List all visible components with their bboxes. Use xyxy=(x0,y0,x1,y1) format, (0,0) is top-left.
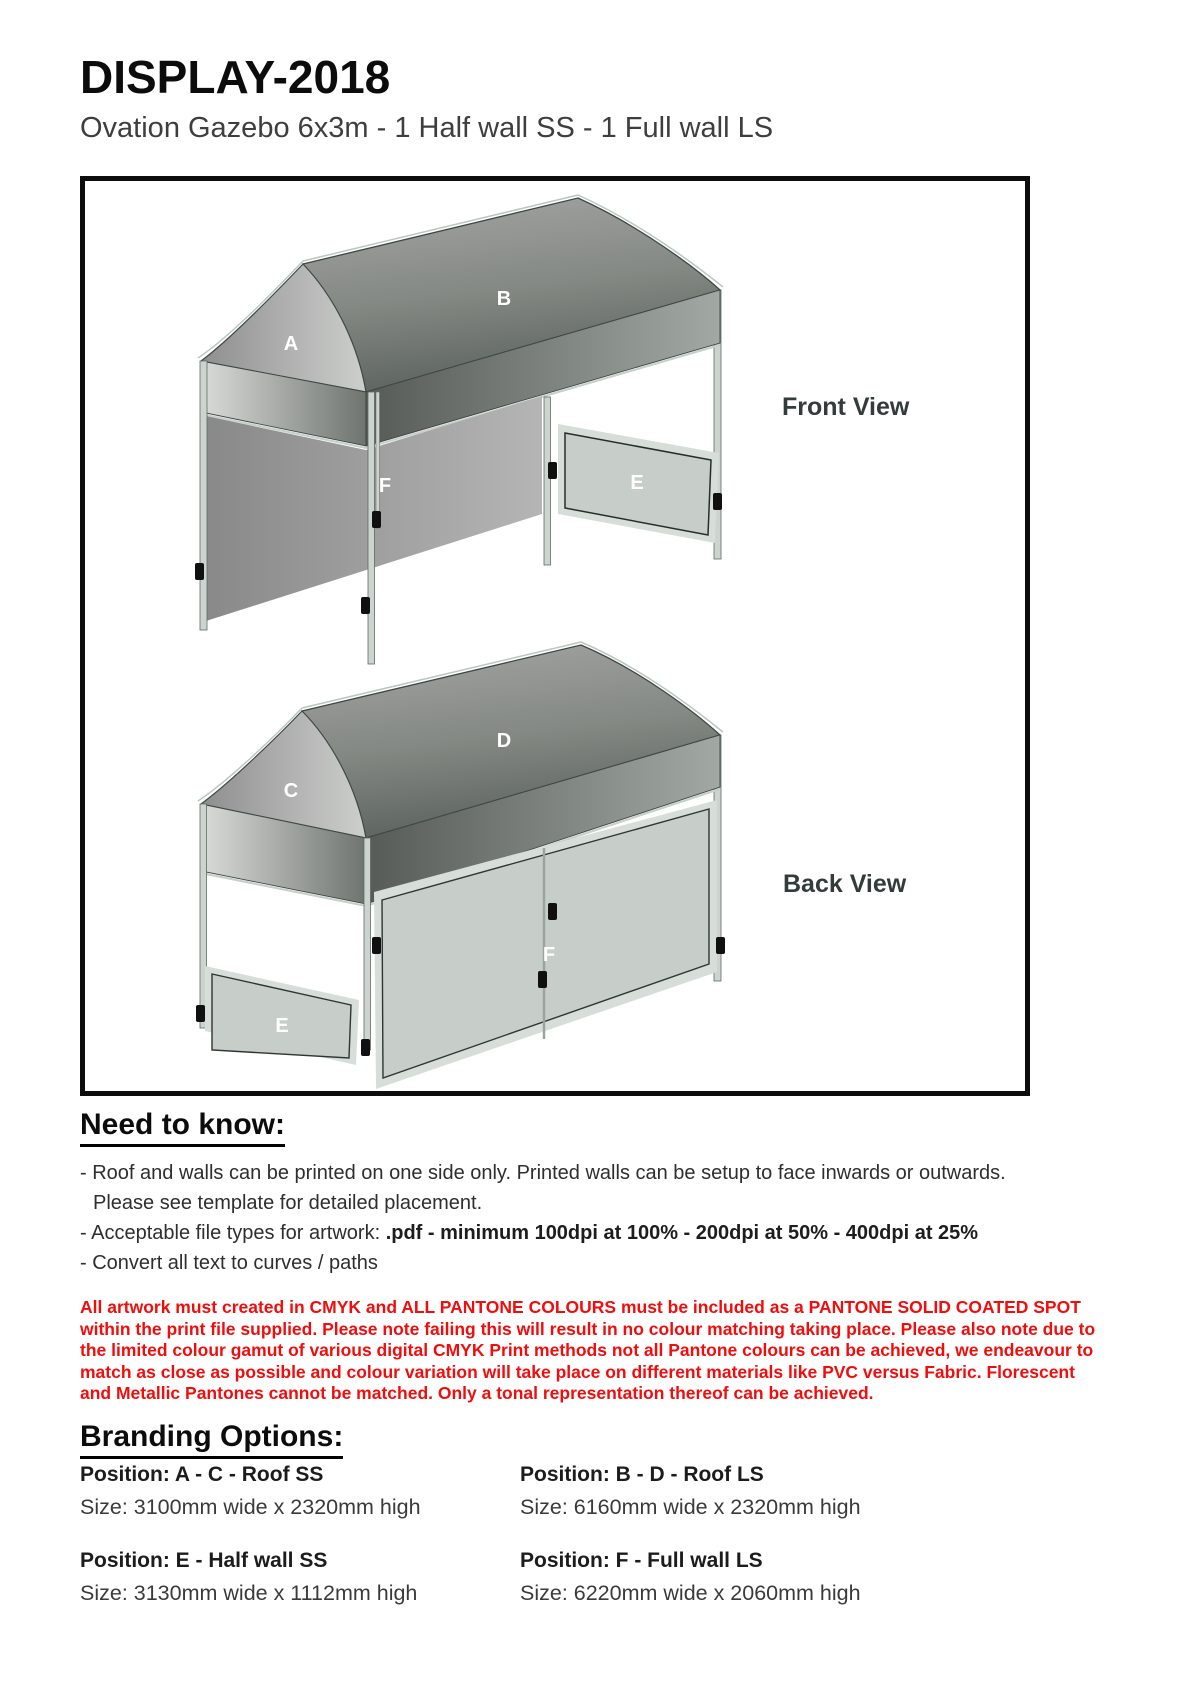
page-subtitle: Ovation Gazebo 6x3m - 1 Half wall SS - 1 Full wall LS xyxy=(80,112,774,144)
front-leg-mid xyxy=(368,392,375,664)
label-panel-e-back: E xyxy=(275,1015,289,1037)
need-to-know-body xyxy=(80,1158,1110,1278)
diagram-panel xyxy=(80,176,1030,1096)
front-leg-left xyxy=(200,361,207,630)
branding-size: Size: 3130mm wide x 1112mm high xyxy=(80,1581,418,1605)
gazebo-diagram xyxy=(85,181,1025,1091)
back-view-label: Back View xyxy=(783,870,907,898)
branding-size: Size: 6220mm wide x 2060mm high xyxy=(520,1581,861,1605)
back-leg-mid xyxy=(364,838,371,1050)
branding-position: Position: F - Full wall LS xyxy=(520,1549,763,1572)
front-view-gazebo xyxy=(195,195,723,664)
label-panel-f-front: F xyxy=(378,475,392,497)
branding-option-full-wall-ls xyxy=(520,1549,940,1606)
branding-size: Size: 3100mm wide x 2320mm high xyxy=(80,1495,421,1519)
label-panel-f-back: F xyxy=(542,944,556,966)
label-panel-c: C xyxy=(283,780,299,802)
label-panel-e-front: E xyxy=(630,472,644,494)
label-panel-b: B xyxy=(496,288,512,310)
branding-option-roof-ls xyxy=(520,1463,940,1520)
branding-option-half-wall-ss xyxy=(80,1549,500,1606)
note-line-3-prefix: - Acceptable file types for artwork: xyxy=(80,1222,386,1244)
pantone-warning-text: All artwork must created in CMYK and ALL PANTONE COLOURS must be included as a PANTONE SOLID COATED SPOT within the print file supplied. Please note failing this will result in no colour matching taking place. Please also note due to the limited colour gamut of various digital CMYK Print methods not all Pantone colours can be achieved, we endeavour to match as close as possible and colour variation will take place on different materials like PVC versus Fabric. Florescent and Metallic Pantones cannot be matched. Only a tonal representation thereof can be achieved. xyxy=(80,1297,1096,1404)
note-line-1: - Roof and walls can be printed on one side only. Printed walls can be setup to face inwards or outwards. xyxy=(80,1162,1006,1184)
note-line-3 xyxy=(80,1218,1110,1248)
need-to-know-heading: Need to know: xyxy=(80,1108,285,1147)
front-leg-mid-rear xyxy=(376,392,380,528)
page-title: DISPLAY-2018 xyxy=(80,51,391,103)
branding-option-roof-ss xyxy=(80,1463,500,1520)
note-line-2: Please see template for detailed placement. xyxy=(93,1192,483,1214)
back-view-gazebo xyxy=(196,642,725,1089)
note-line-3-bold: .pdf - minimum 100dpi at 100% - 200dpi at 50% - 400dpi at 25% xyxy=(385,1222,979,1244)
front-leg-right xyxy=(544,397,551,565)
note-line-4: - Convert all text to curves / paths xyxy=(80,1252,378,1274)
label-panel-d: D xyxy=(496,730,512,752)
branding-size: Size: 6160mm wide x 2320mm high xyxy=(520,1495,861,1519)
branding-options-heading: Branding Options: xyxy=(80,1420,343,1459)
front-view-label: Front View xyxy=(782,393,910,421)
branding-position: Position: E - Half wall SS xyxy=(80,1549,328,1572)
label-panel-a: A xyxy=(283,333,299,355)
branding-position: Position: B - D - Roof LS xyxy=(520,1463,764,1486)
branding-position: Position: A - C - Roof SS xyxy=(80,1463,324,1486)
